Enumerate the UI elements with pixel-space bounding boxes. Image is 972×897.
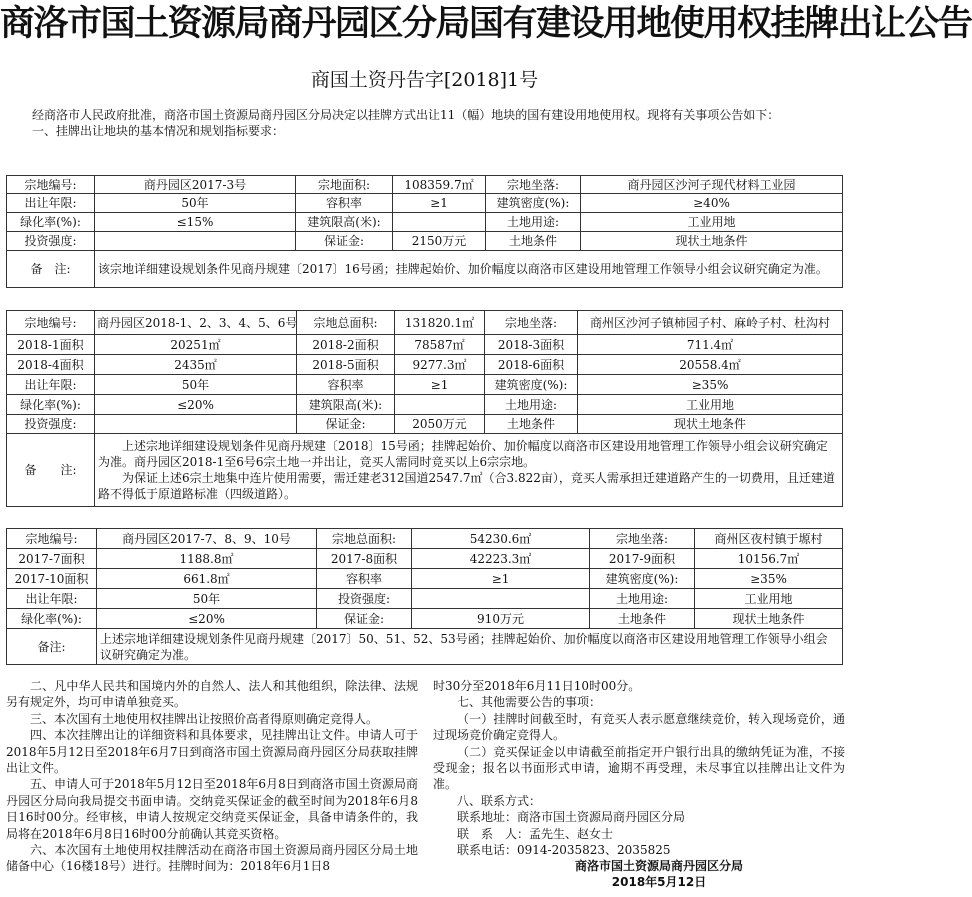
table-cell: 建筑密度(%): <box>485 375 578 395</box>
table-cell: 建筑限高(米): <box>297 395 395 415</box>
table-cell: 商丹园区2017-3号 <box>95 176 296 194</box>
table-cell: 54230.6㎡ <box>412 529 590 549</box>
note-label: 备注: <box>7 629 97 665</box>
table-cell: ≥1 <box>412 569 590 589</box>
table-cell: ≥1 <box>395 375 485 395</box>
table-row <box>7 375 843 395</box>
table-cell: 108359.7㎡ <box>393 176 486 194</box>
table-cell: 投资强度: <box>7 415 95 434</box>
table-row <box>7 415 843 434</box>
table-cell: 2050万元 <box>395 415 485 434</box>
table-cell: 9277.3㎡ <box>395 355 485 375</box>
table-cell: ≥40% <box>581 194 843 213</box>
table-cell: 1188.8㎡ <box>97 549 317 569</box>
table-cell: 711.4㎡ <box>578 335 843 355</box>
section-heading: 一、挂牌出让地块的基本情况和规划指标要求： <box>32 124 285 138</box>
table-row <box>7 232 843 251</box>
body-paragraph: （二）竞买保证金以申请截至前指定开户银行出具的缴纳凭证为准，不接受现金；报名以书面形式申请，逾期不再受理，未尽事宜以挂牌出让文件为准。 <box>433 744 845 792</box>
table-row <box>7 529 843 549</box>
parcel-table-2 <box>6 310 843 507</box>
table-cell: 绿化率(%): <box>7 609 97 629</box>
table-cell: 131820.1㎡ <box>395 311 485 335</box>
table-cell <box>412 589 590 609</box>
table-cell: 2017-7面积 <box>7 549 97 569</box>
note-label: 备 注: <box>7 251 95 288</box>
table-cell: 宗地编号: <box>7 311 95 335</box>
table-cell: 2017-9面积 <box>590 549 695 569</box>
table-cell <box>95 415 297 434</box>
table-cell: 建筑限高(米): <box>296 213 393 232</box>
table-cell: 现状土地条件 <box>581 232 843 251</box>
body-paragraph: 六、本次国有土地使用权挂牌活动在商洛市国土资源局商丹园区分局土地储备中心（16楼18号）进行。挂牌时间为：2018年6月1日8 <box>6 843 418 874</box>
table-cell: 2018-2面积 <box>297 335 395 355</box>
table-cell: 2018-5面积 <box>297 355 395 375</box>
table-cell: 土地条件 <box>486 232 581 251</box>
table-cell: 容积率 <box>296 194 393 213</box>
intro-paragraph: 经商洛市人民政府批准，商洛市国土资源局商丹园区分局决定以挂牌方式出让11（幅）地块的国有建设用地使用权。现将有关事项公告如下： <box>32 108 780 122</box>
table-row <box>7 311 843 335</box>
table-row <box>7 355 843 375</box>
body-paragraph: 三、本次国有土地使用权挂牌出让按照价高者得原则确定竞得人。 <box>30 711 379 726</box>
table-cell: 工业用地 <box>581 213 843 232</box>
table-cell: 宗地编号: <box>7 176 95 194</box>
body-paragraph: 四、本次挂牌出让的详细资料和具体要求，见挂牌出让文件。申请人可于2018年5月12日至2018年6月7日到商洛市国土资源局商丹园区分局获取挂牌出让文件。 <box>6 728 418 776</box>
table-cell: 20558.4㎡ <box>578 355 843 375</box>
table-row <box>7 629 843 665</box>
table-cell: 10156.7㎡ <box>695 549 843 569</box>
table-cell: 宗地总面积: <box>297 311 395 335</box>
parcel-table-3 <box>6 528 843 665</box>
table-cell: ≤15% <box>95 213 296 232</box>
note-paragraph: 为保证上述6宗土地集中连片使用需要，需迁建老312国道2547.7㎡（合3.822亩），竞买人需承担迁建道路产生的一切费用，且迁建道路不得低于原道路标准（四级道路）。 <box>98 471 835 501</box>
notice-title: 商洛市国土资源局商丹园区分局国有建设用地使用权挂牌出让公告 <box>0 4 972 44</box>
table-cell: 商州区沙河子镇柿园子村、麻岭子村、杜沟村 <box>578 311 843 335</box>
table-cell: 土地用途: <box>485 395 578 415</box>
table-cell: 工业用地 <box>578 395 843 415</box>
table-row <box>7 549 843 569</box>
table-cell: 土地用途: <box>590 589 695 609</box>
body-paragraph: （一）挂牌时间截至时，有竞买人表示愿意继续竞价，转入现场竞价，通过现场竞价确定竞得人。 <box>433 711 845 743</box>
table-cell: 910万元 <box>412 609 590 629</box>
body-paragraph: 七、其他需要公告的事项： <box>457 695 602 710</box>
note-text <box>95 434 843 507</box>
table-cell: ≥1 <box>393 194 486 213</box>
table-row <box>7 335 843 355</box>
table-row <box>7 434 843 507</box>
table-row <box>7 176 843 194</box>
table-cell: 宗地坐落: <box>590 529 695 549</box>
table-cell: ≤20% <box>97 609 317 629</box>
parcel-table-1 <box>6 175 843 288</box>
table-cell <box>393 213 486 232</box>
contact-phone: 联系电话：0914-2035823、2035825 <box>457 843 671 858</box>
signature-date: 2018年5月12日 <box>611 875 707 890</box>
notice-number: 商国土资丹告字[2018]1号 <box>310 69 539 91</box>
table-cell: 42223.3㎡ <box>412 549 590 569</box>
table-cell: 2018-4面积 <box>7 355 95 375</box>
note-text: 该宗地详细建设规划条件见商丹规建〔2017〕16号函；挂牌起始价、加价幅度以商洛市区建设用地管理工作领导小组会议研究确定为准。 <box>95 251 843 288</box>
table-cell: ≥35% <box>578 375 843 395</box>
table-cell: 2435㎡ <box>95 355 297 375</box>
table-cell: 78587㎡ <box>395 335 485 355</box>
signature-org: 商洛市国土资源局商丹园区分局 <box>574 859 743 874</box>
table-cell: 20251㎡ <box>95 335 297 355</box>
table-cell: 商丹园区2017-7、8、9、10号 <box>97 529 317 549</box>
body-right-column <box>433 678 845 890</box>
table-cell: 出让年限: <box>7 375 95 395</box>
table-cell: 2150万元 <box>393 232 486 251</box>
table-cell: 商丹园区2018-1、2、3、4、5、6号 <box>95 311 297 335</box>
table-cell: 宗地面积: <box>296 176 393 194</box>
table-cell: 出让年限: <box>7 589 97 609</box>
table-cell: 现状土地条件 <box>578 415 843 434</box>
table-row <box>7 213 843 232</box>
table-cell: 2018-1面积 <box>7 335 95 355</box>
contact-address: 联系地址：商洛市国土资源局商丹园区分局 <box>457 810 686 825</box>
table-cell: 50年 <box>95 375 297 395</box>
table-cell: 容积率 <box>297 375 395 395</box>
contact-person: 联 系 人：孟先生、赵女士 <box>457 826 614 841</box>
table-cell: 工业用地 <box>695 589 843 609</box>
table-cell: 绿化率(%): <box>7 213 95 232</box>
table-cell: ≥35% <box>695 569 843 589</box>
table-cell: ≤20% <box>95 395 297 415</box>
table-cell: 保证金: <box>297 415 395 434</box>
table-cell: 投资强度: <box>317 589 412 609</box>
table-cell: 出让年限: <box>7 194 95 213</box>
table-cell: 2017-8面积 <box>317 549 412 569</box>
table-cell: 保证金: <box>317 609 412 629</box>
table-cell: 2018-6面积 <box>485 355 578 375</box>
table-row <box>7 395 843 415</box>
body-paragraph: 五、申请人可于2018年5月12日至2018年6月8日到商洛市国土资源局商丹园区分局向我局提交书面申请。交纳竞买保证金的截至时间为2018年6月8日16时00分。经审核，申请人按规定交纳竞买保证金，具备申请条件的，我局将在2018年6月8日16时00分前确认其竞买资格。 <box>6 777 418 841</box>
note-label: 备 注: <box>7 434 95 507</box>
table-cell: 土地条件 <box>590 609 695 629</box>
table-cell: 宗地总面积: <box>317 529 412 549</box>
table-cell: 宗地坐落: <box>485 311 578 335</box>
table-cell: 容积率 <box>317 569 412 589</box>
body-paragraph: 二、凡中华人民共和国境内外的自然人、法人和其他组织，除法律、法规另有规定外，均可申请单独竞买。 <box>6 679 418 710</box>
note-paragraph: 上述宗地详细建设规划条件见商丹规建〔2018〕15号函；挂牌起始价、加价幅度以商洛市区建设用地管理工作领导小组会议研究确定为准。商丹园区2018-1至6号6宗土地一并出让，竞买人需同时竞买以上6宗宗地。 <box>98 439 828 469</box>
table-cell: 土地条件 <box>485 415 578 434</box>
table-cell: 保证金: <box>296 232 393 251</box>
table-cell: 宗地坐落: <box>486 176 581 194</box>
table-cell: 商州区夜村镇于塬村 <box>695 529 843 549</box>
body-left-column <box>6 678 418 875</box>
intro <box>6 107 842 139</box>
table-cell: 土地用途: <box>486 213 581 232</box>
table-cell <box>95 232 296 251</box>
table-row <box>7 569 843 589</box>
table-cell: 50年 <box>97 589 317 609</box>
body-paragraph: 时30分至2018年6月11日10时00分。 <box>433 679 641 693</box>
body-paragraph: 八、联系方式： <box>457 793 542 808</box>
note-text: 上述宗地详细建设规划条件见商丹规建〔2017〕50、51、52、53号函；挂牌起始价、加价幅度以商洛市区建设用地管理工作领导小组会议研究确定为准。 <box>97 629 843 665</box>
table-cell: 50年 <box>95 194 296 213</box>
table-cell: 现状土地条件 <box>695 609 843 629</box>
table-row <box>7 251 843 288</box>
table-cell: 投资强度: <box>7 232 95 251</box>
table-cell: 2018-3面积 <box>485 335 578 355</box>
table-cell: 建筑密度(%): <box>590 569 695 589</box>
table-cell: 2017-10面积 <box>7 569 97 589</box>
table-cell <box>395 395 485 415</box>
table-cell: 商丹园区沙河子现代材料工业园 <box>581 176 843 194</box>
table-row <box>7 194 843 213</box>
table-cell: 建筑密度(%): <box>486 194 581 213</box>
table-row <box>7 589 843 609</box>
table-row <box>7 609 843 629</box>
table-cell: 绿化率(%): <box>7 395 95 415</box>
table-cell: 宗地编号: <box>7 529 97 549</box>
table-cell: 661.8㎡ <box>97 569 317 589</box>
